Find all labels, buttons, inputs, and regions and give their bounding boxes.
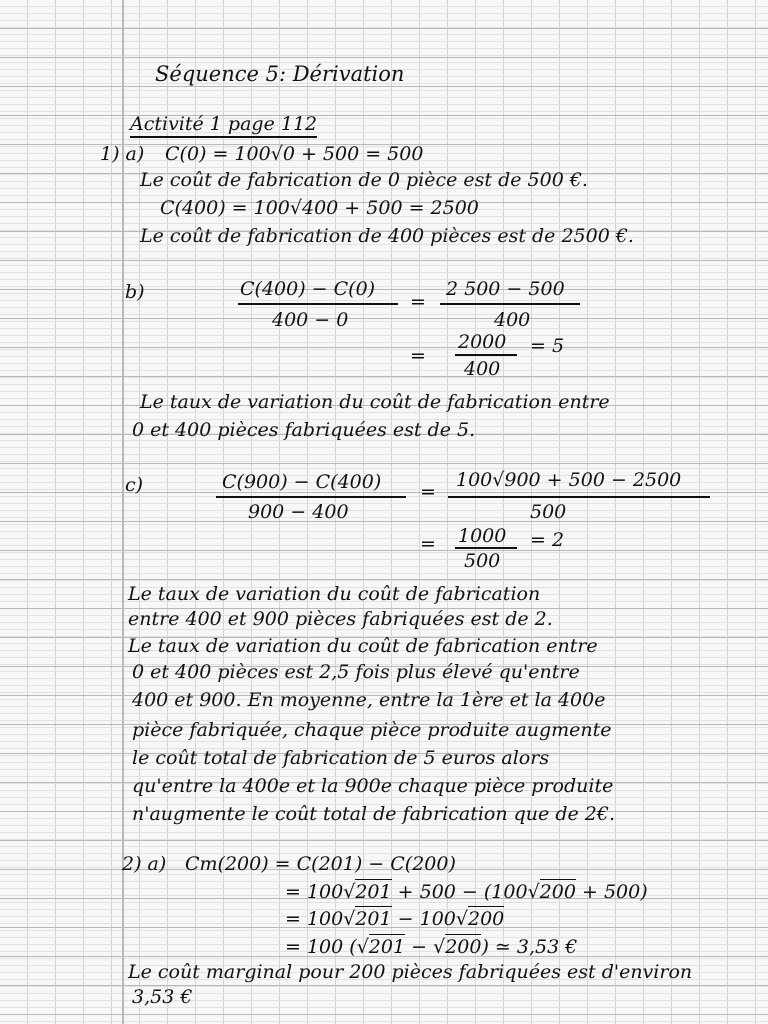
part-1b-numerator-2: 2 500 − 500 xyxy=(446,278,565,300)
part-2a-line-4-part-e: ) ≃ 3,53 € xyxy=(481,936,578,958)
part-1b-fraction-bar-2 xyxy=(440,303,580,305)
part-2a-line-3-part-c: − 100 xyxy=(397,908,456,930)
part-1b-denominator: 400 − 0 xyxy=(272,309,349,331)
part-1b-fraction-bar xyxy=(238,303,398,305)
part-2a-line-2-part-c: + 500 − (100 xyxy=(397,881,528,903)
part-2a-line-4-part-c: − xyxy=(411,936,428,958)
part-1b-sentence-2: 0 et 400 pièces fabriquées est de 5. xyxy=(132,419,476,441)
part-2a-sentence-1: Le coût marginal pour 200 pièces fabriquées est d'environ xyxy=(128,961,693,983)
page-title: Séquence 5: Dérivation xyxy=(155,62,405,86)
part-1b-equals-1: = xyxy=(410,291,426,313)
part-1c-numerator-2: 100√900 + 500 − 2500 xyxy=(456,469,682,491)
part-1b-sentence-1: Le taux de variation du coût de fabrication entre xyxy=(140,391,610,413)
activity-heading: Activité 1 page 112 xyxy=(130,112,317,138)
part-1c-fraction-bar xyxy=(216,496,406,498)
part-1c-equals-1: = xyxy=(420,481,436,503)
part-1c-denominator-3: 500 xyxy=(464,550,501,572)
part-1c-line-5: 400 et 900. En moyenne, entre la 1ère et la 400e xyxy=(132,689,606,711)
part-1c-numerator: C(900) − C(400) xyxy=(222,471,382,493)
part-1c-line-4: 0 et 400 pièces est 2,5 fois plus élevé qu'entre xyxy=(132,661,580,683)
part-1c-denominator-2: 500 xyxy=(530,501,567,523)
part-1c-label: c) xyxy=(125,474,144,496)
part-2a-line-2-part-a: = 100 xyxy=(285,881,344,903)
part-1a-equation-1: C(0) = 100√0 + 500 = 500 xyxy=(165,143,424,165)
part-2a-line-1: Cm(200) = C(201) − C(200) xyxy=(185,853,456,875)
part-1c-numerator-3: 1000 xyxy=(458,525,507,547)
part-1c-line-6: pièce fabriquée, chaque pièce produite augmente xyxy=(132,719,612,741)
part-1c-line-7: le coût total de fabrication de 5 euros alors xyxy=(132,747,550,769)
part-1b-numerator-3: 2000 xyxy=(458,331,507,353)
part-1c-fraction-bar-2 xyxy=(448,496,710,498)
part-2a-line-3: = 100√201 − 100√200 xyxy=(285,908,505,930)
part-1c-line-1: Le taux de variation du coût de fabrication xyxy=(128,583,541,605)
part-2a-sentence-2: 3,53 € xyxy=(132,986,193,1008)
part-1a-equation-2: C(400) = 100√400 + 500 = 2500 xyxy=(160,197,479,219)
part-1a-sentence-1: Le coût de fabrication de 0 pièce est de 500 €. xyxy=(140,169,588,191)
part-1a-label: 1) a) xyxy=(100,143,145,165)
part-1c-equals-2: = xyxy=(420,533,436,555)
part-1b-result: = 5 xyxy=(530,335,565,357)
part-1c-line-9: n'augmente le coût total de fabrication que de 2€. xyxy=(132,803,615,825)
sqrt-201: 201 xyxy=(355,881,392,903)
part-2a-line-2: = 100√201 + 500 − (100√200 + 500) xyxy=(285,881,648,903)
part-1b-numerator: C(400) − C(0) xyxy=(240,278,376,300)
part-2a-line-2-part-e: + 500) xyxy=(581,881,648,903)
part-1b-fraction-bar-3 xyxy=(455,354,517,356)
part-2a-line-4: = 100 (√201 − √200) ≃ 3,53 € xyxy=(285,936,578,958)
sqrt-200: 200 xyxy=(445,936,482,958)
part-1c-line-8: qu'entre la 400e et la 900e chaque pièce produite xyxy=(132,775,614,797)
part-1a-sentence-2: Le coût de fabrication de 400 pièces est de 2500 €. xyxy=(140,225,634,247)
part-1b-label: b) xyxy=(125,281,145,303)
sqrt-201: 201 xyxy=(355,908,392,930)
sqrt-200: 200 xyxy=(468,908,505,930)
part-1b-denominator-2: 400 xyxy=(494,309,531,331)
sqrt-200: 200 xyxy=(539,881,576,903)
part-1b-denominator-3: 400 xyxy=(464,358,501,380)
part-1c-denominator: 900 − 400 xyxy=(248,501,349,523)
part-1c-result: = 2 xyxy=(530,529,565,551)
part-2a-line-4-part-a: = 100 ( xyxy=(285,936,357,958)
part-1c-line-3: Le taux de variation du coût de fabrication entre xyxy=(128,635,598,657)
part-2a-label: 2) a) xyxy=(122,853,167,875)
part-1b-equals-2: = xyxy=(410,345,426,367)
part-1c-line-2: entre 400 et 900 pièces fabriquées est de 2. xyxy=(128,608,553,630)
part-2a-line-3-part-a: = 100 xyxy=(285,908,344,930)
sqrt-201: 201 xyxy=(368,936,406,958)
